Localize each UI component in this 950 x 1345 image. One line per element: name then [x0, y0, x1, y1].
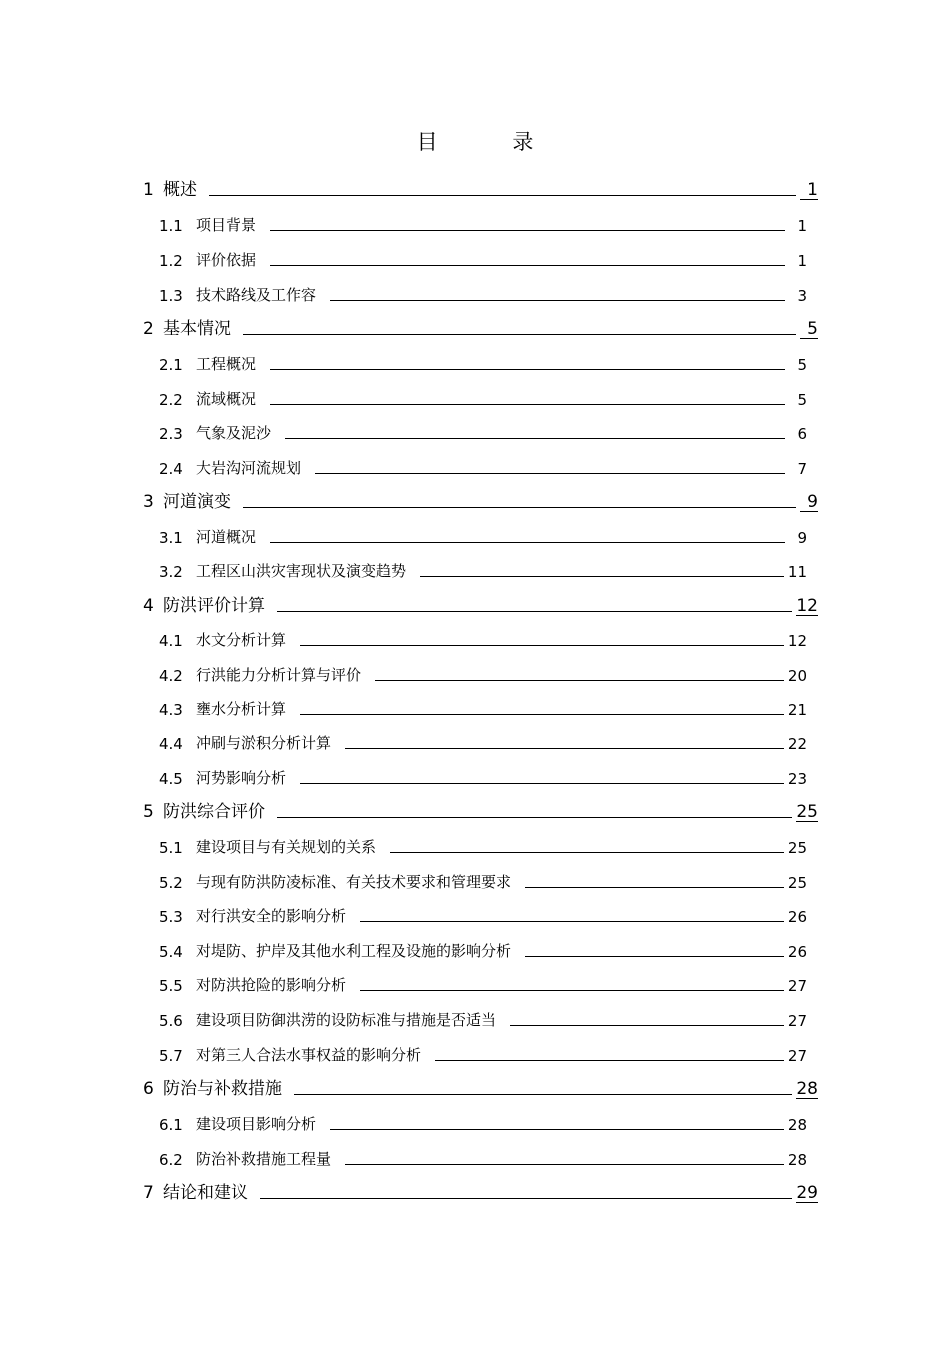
toc-entry-number: 5.1 [159, 839, 183, 857]
toc-entry-number: 4 [143, 596, 154, 616]
toc-section-entry[interactable] [159, 385, 807, 409]
toc-entry-page-number: 26 [787, 908, 807, 926]
toc-leader-line [285, 437, 785, 439]
toc-entry-number: 6 [143, 1079, 154, 1099]
toc-section-entry[interactable] [159, 937, 807, 961]
toc-entry-page-number: 1 [797, 217, 807, 235]
toc-leader-line [315, 472, 785, 474]
toc-entry-page-number: 5 [797, 356, 807, 374]
toc-entry-label: 项目背景 [196, 216, 257, 234]
toc-entry-number: 6.2 [159, 1151, 183, 1169]
toc-entry-page-number: 29 [796, 1183, 818, 1203]
toc-entry-number: 1.2 [159, 252, 183, 270]
toc-entry-page-number: 20 [787, 667, 807, 685]
toc-entry-number: 4.1 [159, 632, 183, 650]
toc-entry-label: 对防洪抢险的影响分析 [196, 976, 347, 994]
toc-entry-number: 4.2 [159, 667, 183, 685]
toc-entry-label: 结论和建议 [163, 1183, 248, 1203]
toc-entry-number: 6.1 [159, 1116, 183, 1134]
toc-entry-label: 壅水分析计算 [196, 700, 287, 718]
toc-leader-line [270, 264, 785, 266]
toc-leader-line [300, 713, 784, 715]
toc-entry-page-number: 22 [787, 735, 807, 753]
toc-section-entry[interactable] [159, 661, 807, 685]
toc-section-entry[interactable] [159, 764, 807, 788]
toc-leader-line [277, 610, 792, 612]
toc-entry-label: 防治补救措施工程量 [196, 1150, 332, 1168]
toc-entry-label: 防洪综合评价 [163, 802, 265, 822]
toc-entry-page-number: 28 [787, 1151, 807, 1169]
toc-leader-line [260, 1197, 792, 1199]
toc-entry-page-number: 7 [797, 460, 807, 478]
toc-section-entry[interactable] [159, 971, 807, 995]
toc-entry-number: 4.4 [159, 735, 183, 753]
toc-leader-line [525, 955, 784, 957]
toc-entry-label: 建设项目影响分析 [196, 1115, 317, 1133]
toc-leader-line [360, 920, 784, 922]
toc-chapter-entry[interactable] [143, 1179, 818, 1203]
toc-leader-line [435, 1059, 784, 1061]
toc-entry-page-number: 26 [787, 943, 807, 961]
toc-entry-number: 2.3 [159, 425, 183, 443]
toc-entry-label: 河道演变 [163, 492, 231, 512]
toc-title: 目 录 [416, 130, 568, 154]
toc-entry-label: 河势影响分析 [196, 769, 287, 787]
toc-chapter-entry[interactable] [143, 592, 818, 616]
toc-section-entry[interactable] [159, 1041, 807, 1065]
toc-entry-page-number: 25 [796, 802, 818, 822]
toc-entry-label: 行洪能力分析计算与评价 [196, 666, 362, 684]
toc-entry-number: 3.2 [159, 563, 183, 581]
toc-entry-label: 气象及泥沙 [196, 424, 272, 442]
toc-entry-number: 7 [143, 1183, 154, 1203]
toc-entry-label: 建设项目防御洪涝的设防标准与措施是否适当 [196, 1011, 497, 1029]
toc-entry-page-number: 28 [787, 1116, 807, 1134]
toc-section-entry[interactable] [159, 902, 807, 926]
toc-chapter-entry[interactable] [143, 1075, 818, 1099]
toc-entry-number: 5.4 [159, 943, 183, 961]
toc-entry-label: 概述 [163, 180, 197, 200]
toc-section-entry[interactable] [159, 557, 807, 581]
toc-chapter-entry[interactable] [143, 176, 818, 200]
toc-entry-number: 3 [143, 492, 154, 512]
toc-entry-page-number: 23 [787, 770, 807, 788]
toc-entry-page-number: 25 [787, 874, 807, 892]
toc-leader-line [330, 1128, 784, 1130]
toc-leader-line [300, 782, 784, 784]
toc-entry-label: 水文分析计算 [196, 631, 287, 649]
toc-entry-label: 防洪评价计算 [163, 596, 265, 616]
toc-leader-line [375, 679, 784, 681]
toc-section-entry[interactable] [159, 695, 807, 719]
toc-entry-label: 冲刷与淤积分析计算 [196, 734, 332, 752]
toc-section-entry[interactable] [159, 1145, 807, 1169]
toc-entry-label: 对行洪安全的影响分析 [196, 907, 347, 925]
toc-entry-number: 2 [143, 319, 154, 339]
toc-leader-line [243, 333, 796, 335]
toc-entry-number: 1.3 [159, 287, 183, 305]
toc-entry-page-number: 27 [787, 977, 807, 995]
toc-entry-number: 4.5 [159, 770, 183, 788]
toc-entry-label: 技术路线及工作容 [196, 286, 317, 304]
toc-section-entry[interactable] [159, 868, 807, 892]
toc-leader-line [345, 1163, 784, 1165]
toc-entry-label: 工程区山洪灾害现状及演变趋势 [196, 562, 407, 580]
toc-entry-number: 5 [143, 802, 154, 822]
toc-entry-label: 与现有防洪防凌标准、有关技术要求和管理要求 [196, 873, 512, 891]
toc-entry-page-number: 28 [796, 1079, 818, 1099]
toc-leader-line [300, 644, 784, 646]
toc-leader-line [270, 541, 785, 543]
toc-entry-label: 河道概况 [196, 528, 257, 546]
toc-leader-line [525, 886, 784, 888]
toc-chapter-entry[interactable] [143, 488, 818, 512]
toc-entry-number: 1 [143, 180, 154, 200]
toc-entry-number: 2.4 [159, 460, 183, 478]
toc-leader-line [390, 851, 784, 853]
toc-leader-line [270, 229, 785, 231]
toc-section-entry[interactable] [159, 454, 807, 478]
toc-entry-page-number: 9 [797, 529, 807, 547]
toc-entry-number: 5.6 [159, 1012, 183, 1030]
toc-entry-label: 大岩沟河流规划 [196, 459, 302, 477]
toc-entry-page-number: 5 [797, 391, 807, 409]
toc-entry-page-number: 3 [797, 287, 807, 305]
toc-section-entry[interactable] [159, 729, 807, 753]
toc-leader-line [360, 989, 784, 991]
toc-section-entry[interactable] [159, 626, 807, 650]
toc-entry-label: 工程概况 [196, 355, 257, 373]
toc-entry-number: 5.3 [159, 908, 183, 926]
toc-entry-page-number: 1 [797, 252, 807, 270]
toc-entry-page-number: 21 [787, 701, 807, 719]
toc-section-entry[interactable] [159, 1006, 807, 1030]
toc-entry-label: 流域概况 [196, 390, 257, 408]
toc-leader-line [209, 194, 796, 196]
toc-entry-number: 5.5 [159, 977, 183, 995]
toc-entry-page-number: 12 [787, 632, 807, 650]
toc-entry-page-number: 11 [787, 563, 807, 581]
toc-chapter-entry[interactable] [143, 798, 818, 822]
toc-section-entry[interactable] [159, 833, 807, 857]
toc-entry-page-number: 27 [787, 1047, 807, 1065]
toc-leader-line [270, 368, 785, 370]
toc-entry-label: 防治与补救措施 [163, 1079, 282, 1099]
toc-entry-label: 建设项目与有关规划的关系 [196, 838, 377, 856]
toc-entry-number: 5.2 [159, 874, 183, 892]
toc-section-entry[interactable] [159, 1110, 807, 1134]
toc-entry-number: 2.2 [159, 391, 183, 409]
toc-entry-number: 3.1 [159, 529, 183, 547]
toc-entry-label: 对堤防、护岸及其他水利工程及设施的影响分析 [196, 942, 512, 960]
toc-entry-page-number: 1 [800, 181, 818, 200]
toc-leader-line [277, 816, 792, 818]
toc-entry-label: 评价依据 [196, 251, 257, 269]
toc-section-entry[interactable] [159, 246, 807, 270]
toc-leader-line [243, 506, 796, 508]
toc-entry-number: 5.7 [159, 1047, 183, 1065]
toc-section-entry[interactable] [159, 419, 807, 443]
toc-entry-page-number: 9 [800, 493, 818, 512]
toc-chapter-entry[interactable] [143, 315, 818, 339]
toc-entry-number: 1.1 [159, 217, 183, 235]
toc-entry-page-number: 25 [787, 839, 807, 857]
toc-entry-number: 2.1 [159, 356, 183, 374]
toc-section-entry[interactable] [159, 523, 807, 547]
toc-entry-page-number: 6 [797, 425, 807, 443]
toc-entry-number: 4.3 [159, 701, 183, 719]
toc-leader-line [345, 747, 784, 749]
toc-leader-line [294, 1093, 792, 1095]
toc-entry-label: 基本情况 [163, 319, 231, 339]
toc-entry-page-number: 27 [787, 1012, 807, 1030]
toc-section-entry[interactable] [159, 281, 807, 305]
toc-leader-line [420, 575, 784, 577]
toc-leader-line [330, 299, 785, 301]
toc-section-entry[interactable] [159, 350, 807, 374]
toc-entry-label: 对第三人合法水事权益的影响分析 [196, 1046, 422, 1064]
toc-entry-page-number: 12 [796, 596, 818, 616]
toc-section-entry[interactable] [159, 211, 807, 235]
toc-entry-page-number: 5 [800, 320, 818, 339]
toc-leader-line [270, 403, 785, 405]
toc-leader-line [510, 1024, 784, 1026]
